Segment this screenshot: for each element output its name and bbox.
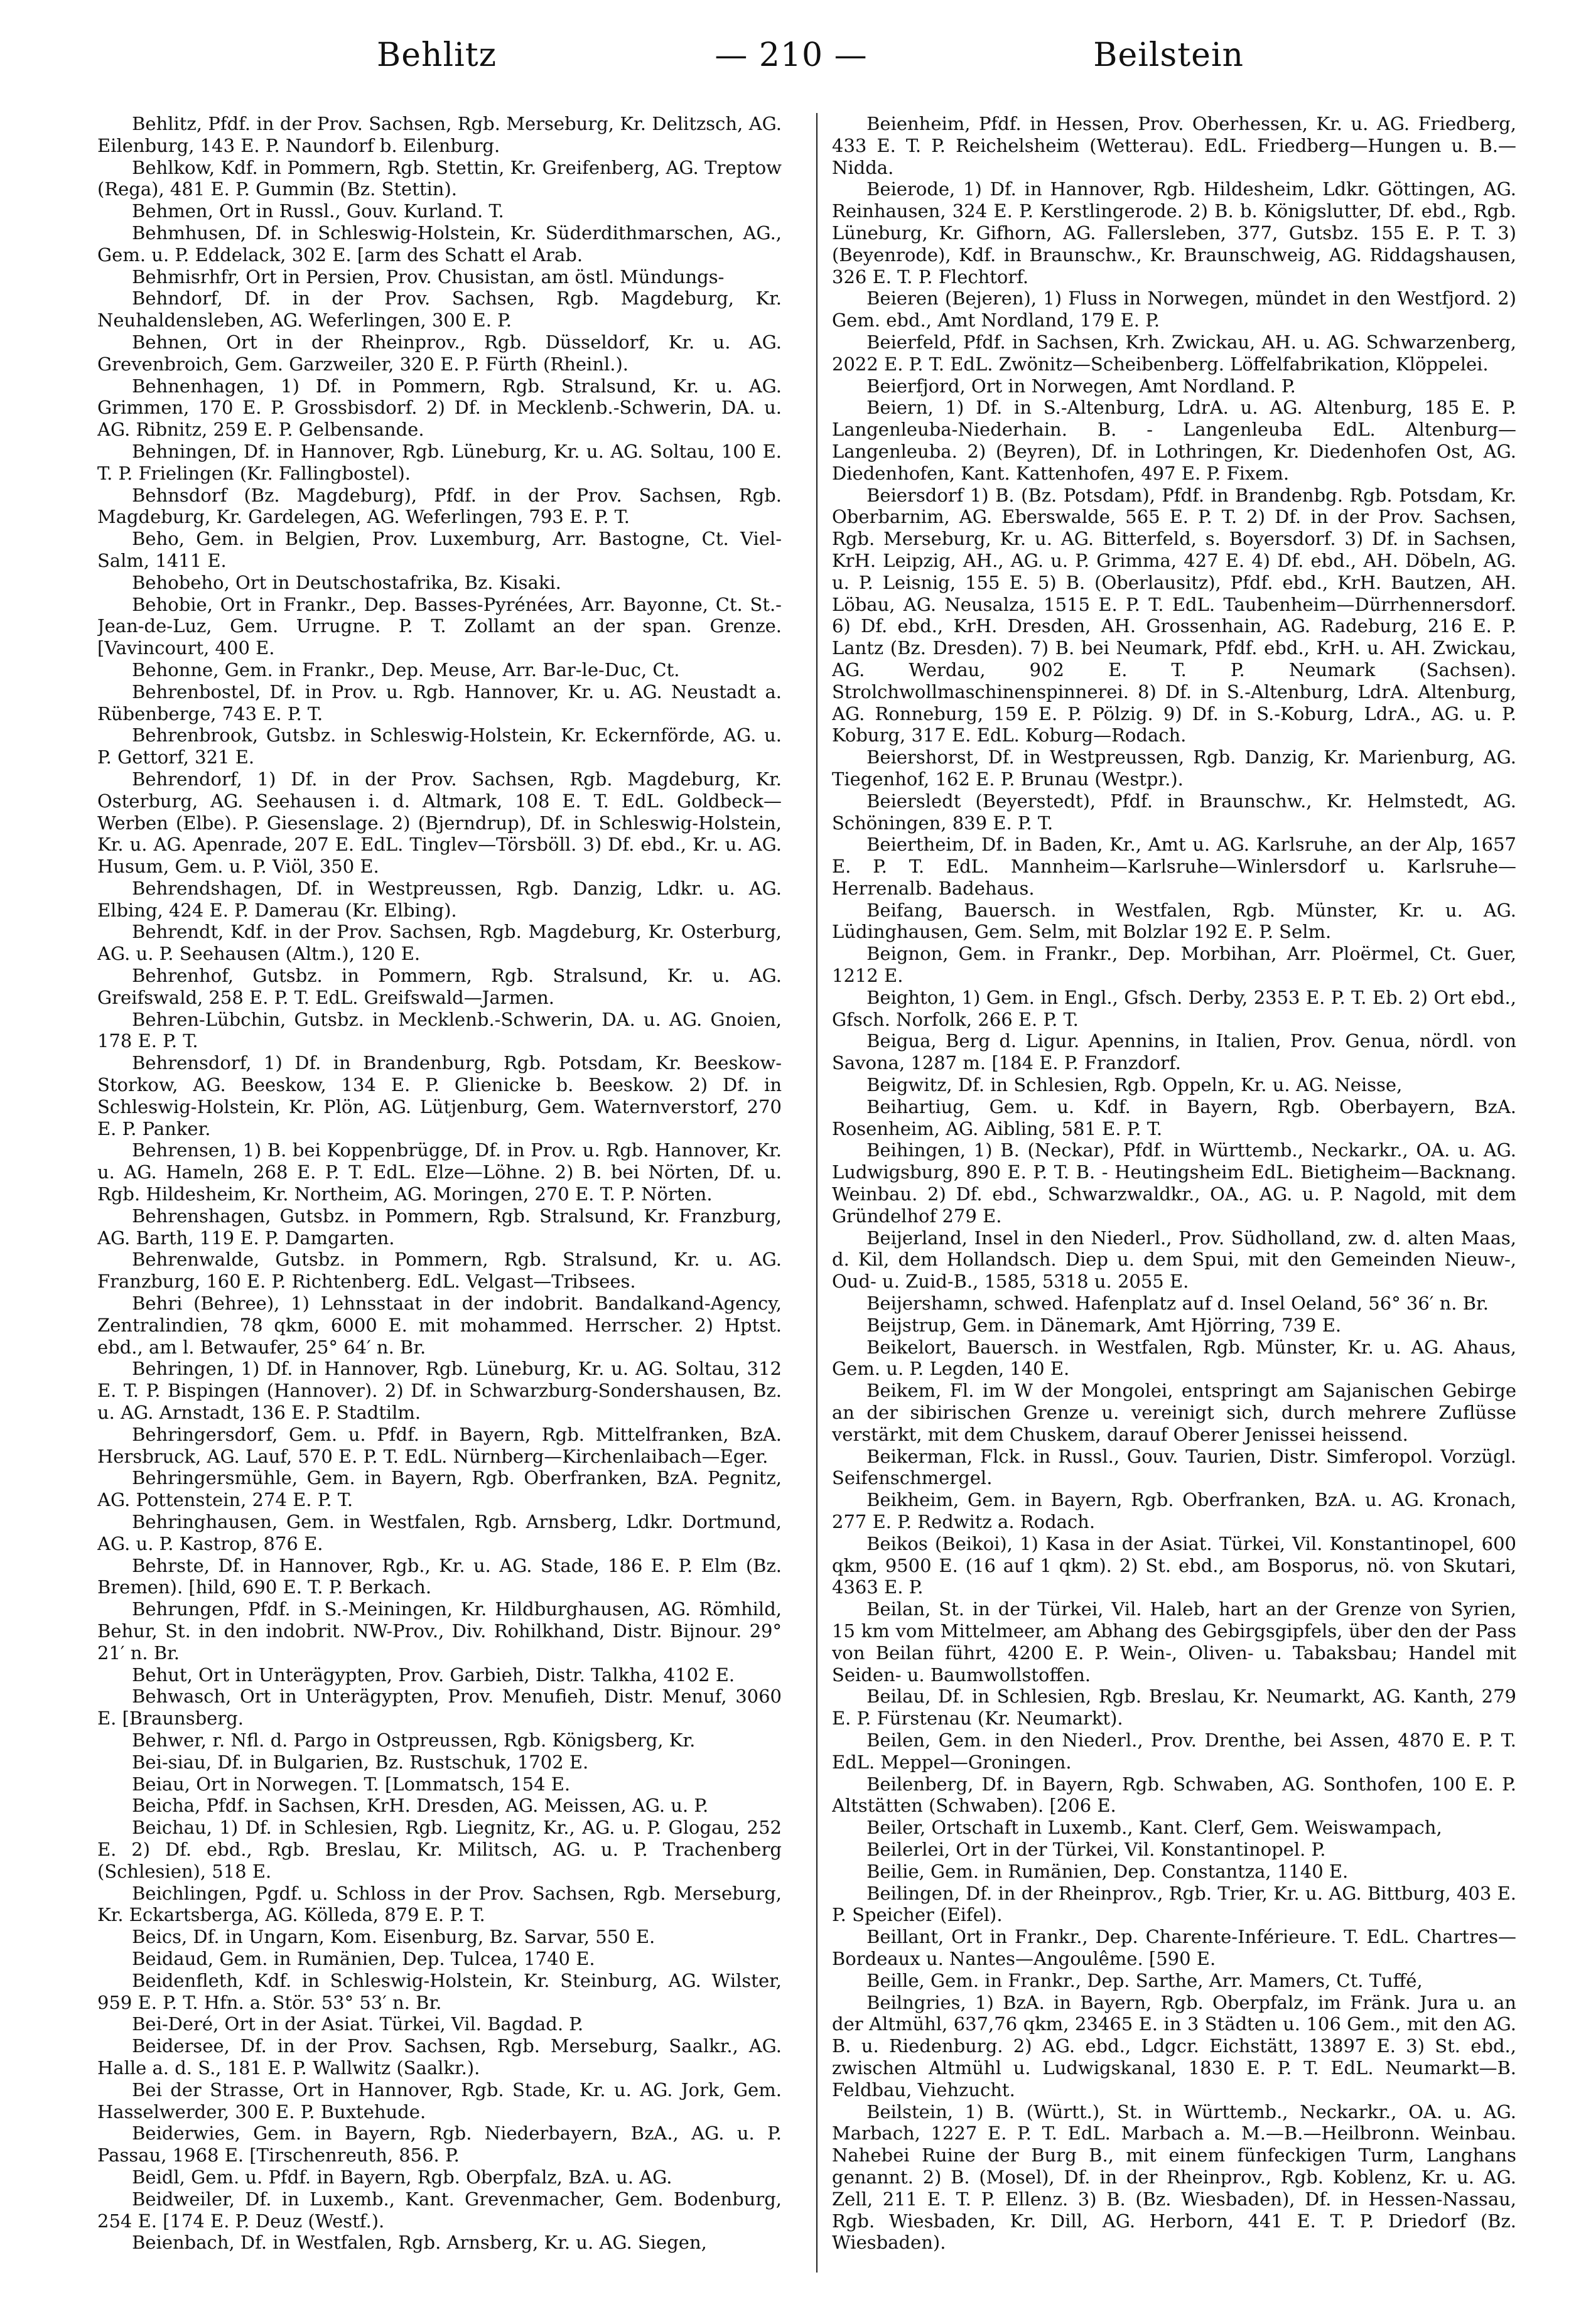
gazetteer-entry: Beilerlei, Ort in der Türkei, Vil. Konstantinopel. P. <box>866 1838 1326 1860</box>
gazetteer-entry: Behnenhagen, 1) Df. in Pommern, Rgb. Stralsund, Kr. u. AG. Grimmen, 170 E. P. Grossbisdorf. 2) Df. in Mecklenb.-Schwerin, DA. u. AG. Ribnitz, 259 E. P. Gelbensande. <box>97 375 782 441</box>
gazetteer-entry: Beijershamn, schwed. Hafenplatz auf d. Insel Oeland, 56° 36′ n. Br. <box>866 1293 1489 1315</box>
gazetteer-entry: Beicha, Pfdf. in Sachsen, KrH. Dresden, AG. Meissen, AG. u. P. <box>132 1795 709 1817</box>
gazetteer-entry: Beilie, Gem. in Rumänien, Dep. Constantza, 1140 E. <box>866 1860 1349 1882</box>
gazetteer-entry: Beignon, Gem. in Frankr., Dep. Morbihan, Arr. Ploërmel, Ct. Guer, 1212 E. <box>832 943 1516 987</box>
gazetteer-entry: Behnsdorf (Bz. Magdeburg), Pfdf. in der Prov. Sachsen, Rgb. Magdeburg, Kr. Gardelegen, AG. Weferlingen, 793 E. P. T. <box>97 484 782 528</box>
gazetteer-entry: Beilan, St. in der Türkei, Vil. Haleb, hart an der Grenze von Syrien, 15 km vom Mittelmeer, am Abhang des Gebirgsgipfels, über den der Pass von Beilan führt, 4200 E. P. Wein-, Oliven- u. Tabaksbau; Handel mit Seiden- u. Baumwollstoffen. <box>832 1598 1516 1686</box>
gazetteer-entry: Beiersledt (Beyerstedt), Pfdf. in Braunschw., Kr. Helmstedt, AG. Schöningen, 839 E. P. T. <box>832 790 1516 834</box>
gazetteer-entry: Beiershorst, Df. in Westpreussen, Rgb. Danzig, Kr. Marienburg, AG. Tiegenhof, 162 E. P. Brunau (Westpr.). <box>832 746 1516 790</box>
gazetteer-entry: Beillant, Ort in Frankr., Dep. Charente-Inférieure. T. EdL. Chartres—Bordeaux u. Nantes—Angoulême. [590 E. <box>832 1926 1516 1969</box>
gazetteer-entry: Behndorf, Df. in der Prov. Sachsen, Rgb. Magdeburg, Kr. Neuhaldensleben, AG. Weferlingen, 300 E. P. <box>97 288 782 331</box>
gazetteer-entry: Beilngries, 1) BzA. in Bayern, Rgb. Oberpfalz, im Fränk. Jura u. an der Altmühl, 637,76 qkm, 23465 E. in 3 Städten u. 106 Gem., mit den AG. B. u. Riedenburg. 2) AG. ebd., Ldgcr. Eichstätt, 13897 E. 3) St. ebd., zwischen Altmühl u. Ludwigskanal, 1830 E. P. T. EdL. Neumarkt—B. Feldbau, Viehzucht. <box>832 1991 1516 2101</box>
gazetteer-entry: Behmisrhfr, Ort in Persien, Prov. Chusistan, am östl. Mündungs- <box>132 266 725 288</box>
gazetteer-entry: Behrenshagen, Gutsbz. in Pommern, Rgb. Stralsund, Kr. Franzburg, AG. Barth, 119 E. P. Damgarten. <box>97 1205 782 1249</box>
page-number: — 210 — <box>715 36 868 74</box>
gazetteer-entry: Beienheim, Pfdf. in Hessen, Prov. Oberhessen, Kr. u. AG. Friedberg, 433 E. T. P. Reichelsheim (Wetterau). EdL. Friedberg—Hungen u. B.—Nidda. <box>832 113 1516 178</box>
gazetteer-entry: Beilstein, 1) B. (Württ.), St. in Württemb., Neckarkr., OA. u. AG. Marbach, 1227 E. P. T. EdL. Marbach a. M.—B.—Heilbronn. Weinbau. Nahebei Ruine der Burg B., mit einem fünfeckigen Turm, Langhans genannt. 2) B. (Mosel), Df. in der Rheinprov., Rgb. Koblenz, Kr. u. AG. Zell, 211 E. T. P. Ellenz. 3) B. (Bz. Wiesbaden), Df. in Hessen-Nassau, Rgb. Wiesbaden, Kr. Dill, AG. Herborn, 441 E. T. P. Driedorf (Bz. Wiesbaden). <box>832 2101 1516 2254</box>
gazetteer-entry: Beierfjord, Ort in Norwegen, Amt Nordland. P. <box>866 375 1296 397</box>
gazetteer-entry: Behnen, Ort in der Rheinprov., Rgb. Düsseldorf, Kr. u. AG. Grevenbroich, Gem. Garzweiler, 320 E. P. Fürth (Rheinl.). <box>97 331 782 375</box>
gazetteer-entry: Behrensen, 1) B. bei Koppenbrügge, Df. in Prov. u. Rgb. Hannover, Kr. u. AG. Hameln, 268 E. P. T. EdL. Elze—Löhne. 2) B. bei Nörten, Df. u. Rgb. Hildesheim, Kr. Northeim, AG. Moringen, 270 E. T. P. Nörten. <box>97 1139 782 1205</box>
gazetteer-entry: Behrendt, Kdf. in der Prov. Sachsen, Rgb. Magdeburg, Kr. Osterburg, AG. u. P. Seehausen (Altm.), 120 E. <box>97 921 782 965</box>
gazetteer-entry: Behringen, 1) Df. in Hannover, Rgb. Lüneburg, Kr. u. AG. Soltau, 312 E. T. P. Bispingen (Hannover). 2) Df. in Schwarzburg-Sondershausen, Bz. u. AG. Arnstadt, 136 E. P. Stadtilm. <box>97 1358 782 1424</box>
header-left-catchword: Behlitz <box>377 36 497 74</box>
gazetteer-entry: Behrenbostel, Df. in Prov. u. Rgb. Hannover, Kr. u. AG. Neustadt a. Rübenberge, 743 E. P. T. <box>97 681 782 724</box>
gazetteer-entry: Beijstrup, Gem. in Dänemark, Amt Hjörring, 739 E. <box>866 1314 1342 1336</box>
left-column <box>97 113 782 2304</box>
gazetteer-entry: Behringhausen, Gem. in Westfalen, Rgb. Arnsberg, Ldkr. Dortmund, AG. u. P. Kastrop, 876 E. <box>97 1511 782 1554</box>
gazetteer-entry: Beikheim, Gem. in Bayern, Rgb. Oberfranken, BzA. u. AG. Kronach, 277 E. P. Redwitz a. Rodach. <box>832 1489 1516 1532</box>
gazetteer-entry: Bei-siau, Df. in Bulgarien, Bz. Rustschuk, 1702 E. <box>132 1751 589 1773</box>
gazetteer-entry: Beidaud, Gem. in Rumänien, Dep. Tulcea, 1740 E. <box>132 1947 595 1969</box>
gazetteer-entry: Beierfeld, Pfdf. in Sachsen, Krh. Zwickau, AH. u. AG. Schwarzenberg, 2022 E. P. T. EdL. Zwönitz—Scheibenberg. Löffelfabrikation, Klöppelei. <box>832 331 1516 375</box>
gazetteer-entry: Behrendshagen, Df. in Westpreussen, Rgb. Danzig, Ldkr. u. AG. Elbing, 424 E. P. Damerau (Kr. Elbing). <box>97 877 782 921</box>
gazetteer-entry: Behlitz, Pfdf. in der Prov. Sachsen, Rgb. Merseburg, Kr. Delitzsch, AG. Eilenburg, 143 E. P. Naundorf b. Eilenburg. <box>97 113 782 156</box>
gazetteer-entry: Beikelort, Bauersch. in Westfalen, Rgb. Münster, Kr. u. AG. Ahaus, Gem. u. P. Legden, 140 E. <box>832 1336 1516 1380</box>
gazetteer-entry: Behmen, Ort in Russl., Gouv. Kurland. T. <box>132 200 504 222</box>
gazetteer-entry: Behut, Ort in Unterägypten, Prov. Garbieh, Distr. Talkha, 4102 E. <box>132 1664 735 1686</box>
gazetteer-entry: Beiersdorf 1) B. (Bz. Potsdam), Pfdf. in Brandenbg. Rgb. Potsdam, Kr. Oberbarnim, AG. Eberswalde, 565 E. P. T. 2) Df. in der Prov. Sachsen, Rgb. Merseburg, Kr. u. AG. Bitterfeld, s. Boyersdorf. 3) Df. in Sachsen, KrH. Leipzig, AH., AG. u. P. Grimma, 427 E. 4) Df. ebd., AH. Döbeln, AG. u. P. Leisnig, 155 E. 5) B. (Oberlausitz), Pfdf. ebd., KrH. Bautzen, AH. Löbau, AG. Neusalza, 1515 E. P. T. EdL. Taubenheim—Dürrhennersdorf. 6) Df. ebd., KrH. Dresden, AH. Grossenhain, AG. Radeburg, 216 E. P. Lantz (Bz. Dresden). 7) B. bei Neumark, Pfdf. ebd., KrH. u. AH. Zwickau, AG. Werdau, 902 E. T. P. Neumark (Sachsen). Strolchwollmaschinenspinnerei. 8) Df. in S.-Altenburg, LdrA. Altenburg, AG. Ronneburg, 159 E. P. Pölzig. 9) Df. in S.-Koburg, LdrA., AG. u. P. Koburg, 317 E. EdL. Koburg—Rodach. <box>832 484 1516 746</box>
gazetteer-entry: Behren-Lübchin, Gutsbz. in Mecklenb.-Schwerin, DA. u. AG. Gnoien, 178 E. P. T. <box>97 1008 782 1052</box>
gazetteer-entry: Beihartiug, Gem. u. Kdf. in Bayern, Rgb. Oberbayern, BzA. Rosenheim, AG. Aibling, 581 E. P. T. <box>832 1095 1516 1139</box>
right-column <box>832 113 1516 2304</box>
header-right-catchword: Beilstein <box>1093 36 1244 74</box>
gazetteer-entry: Behningen, Df. in Hannover, Rgb. Lüneburg, Kr. u. AG. Soltau, 100 E. T. P. Frielingen (Kr. Fallingbostel). <box>97 440 782 484</box>
gazetteer-entry: Beienbach, Df. in Westfalen, Rgb. Arnsberg, Kr. u. AG. Siegen, <box>132 2232 707 2254</box>
gazetteer-entry: Beigwitz, Df. in Schlesien, Rgb. Oppeln, Kr. u. AG. Neisse, <box>866 1074 1403 1096</box>
gazetteer-entry: Beilen, Gem. in den Niederl., Prov. Drenthe, bei Assen, 4870 E. P. T. EdL. Meppel—Groningen. <box>832 1729 1516 1773</box>
gazetteer-entry: Behrste, Df. in Hannover, Rgb., Kr. u. AG. Stade, 186 E. P. Elm (Bz. Bremen). [hild, 690 E. T. P. Berkach. <box>97 1554 782 1598</box>
gazetteer-entry: Behringersmühle, Gem. in Bayern, Rgb. Oberfranken, BzA. Pegnitz, AG. Pottenstein, 274 E. P. T. <box>97 1467 782 1511</box>
gazetteer-entry: Beics, Df. in Ungarn, Kom. Eisenburg, Bz. Sarvar, 550 E. <box>132 1926 655 1948</box>
gazetteer-entry: Beho, Gem. in Belgien, Prov. Luxemburg, Arr. Bastogne, Ct. Viel-Salm, 1411 E. <box>97 528 782 571</box>
gazetteer-entry: Behrensdorf, 1) Df. in Brandenburg, Rgb. Potsdam, Kr. Beeskow-Storkow, AG. Beeskow, 134 E. P. Glienicke b. Beeskow. 2) Df. in Schleswig-Holstein, Kr. Plön, AG. Lütjenburg, Gem. Waternverstorf, 270 E. P. Panker. <box>97 1052 782 1139</box>
gazetteer-entry: Behrenhof, Gutsbz. in Pommern, Rgb. Stralsund, Kr. u. AG. Greifswald, 258 E. P. T. EdL. Greifswald—Jarmen. <box>97 965 782 1008</box>
gazetteer-entry: Beidersee, Df. in der Prov. Sachsen, Rgb. Merseburg, Saalkr., AG. Halle a. d. S., 181 E. P. Wallwitz (Saalkr.). <box>97 2035 782 2079</box>
gazetteer-entry: Beichlingen, Pgdf. u. Schloss in der Prov. Sachsen, Rgb. Merseburg, Kr. Eckartsberga, AG. Kölleda, 879 E. P. T. <box>97 1882 782 1926</box>
gazetteer-entry: Beikerman, Flck. in Russl., Gouv. Taurien, Distr. Simferopol. Vorzügl. Seifenschmergel. <box>832 1445 1516 1489</box>
gazetteer-entry: Behri (Behree), 1) Lehnsstaat in der indobrit. Bandalkand-Agency, Zentralindien, 78 qkm, 6000 E. mit mohammed. Herrscher. 2) Hptst. ebd., am l. Betwaufer, 25° 64′ n. Br. <box>97 1293 782 1358</box>
gazetteer-entry: Beiertheim, Df. in Baden, Kr., Amt u. AG. Karlsruhe, an der Alp, 1657 E. P. T. EdL. Mannheim—Karlsruhe—Winlersdorf u. Karlsruhe—Herrenalb. Badehaus. <box>832 834 1516 899</box>
gazetteer-entry: Beiderwies, Gem. in Bayern, Rgb. Niederbayern, BzA., AG. u. P. Passau, 1968 E. [Tirschenreuth, 856. P. <box>97 2122 782 2166</box>
gazetteer-entry: Beilingen, Df. in der Rheinprov., Rgb. Trier, Kr. u. AG. Bittburg, 403 E. P. Speicher (Eifel). <box>832 1882 1516 1926</box>
gazetteer-entry: Beigua, Berg d. Ligur. Apennins, in Italien, Prov. Genua, nördl. von Savona, 1287 m. [184 E. P. Franzdorf. <box>832 1030 1516 1074</box>
gazetteer-entry: Behonne, Gem. in Frankr., Dep. Meuse, Arr. Bar-le-Duc, Ct. <box>132 659 680 681</box>
gazetteer-entry: Behrenbrook, Gutsbz. in Schleswig-Holstein, Kr. Eckernförde, AG. u. P. Gettorf, 321 E. <box>97 724 782 768</box>
column-divider <box>816 113 817 2273</box>
gazetteer-entry: Beiern, 1) Df. in S.-Altenburg, LdrA. u. AG. Altenburg, 185 E. P. Langenleuba-Niederhain. B. - Langenleuba EdL. Altenburg—Langenleuba. 2) (Beyren), Df. in Lothringen, Kr. Diedenhofen Ost, AG. Diedenhofen, Kant. Kattenhofen, 497 E. P. Fixem. <box>832 397 1516 484</box>
gazetteer-entry: Beieren (Bejeren), 1) Fluss in Norwegen, mündet in den Westfjord. 2) Gem. ebd., Amt Nordland, 179 E. P. <box>832 288 1516 331</box>
gazetteer-entry: Behwasch, Ort in Unterägypten, Prov. Menufieh, Distr. Menuf, 3060 E. [Braunsberg. <box>97 1686 782 1730</box>
gazetteer-entry: Beifang, Bauersch. in Westfalen, Rgb. Münster, Kr. u. AG. Lüdinghausen, Gem. Selm, mit Bolzlar 192 E. P. Selm. <box>832 899 1516 943</box>
gazetteer-entry: Beiau, Ort in Norwegen. T. [Lommatsch, 154 E. <box>132 1773 571 1795</box>
gazetteer-entry: Behrenwalde, Gutsbz. in Pommern, Rgb. Stralsund, Kr. u. AG. Franzburg, 160 E. P. Richtenberg. EdL. Velgast—Tribsees. <box>97 1249 782 1293</box>
gazetteer-entry: Beighton, 1) Gem. in Engl., Gfsch. Derby, 2353 E. P. T. Eb. 2) Ort ebd., Gfsch. Norfolk, 266 E. P. T. <box>832 986 1516 1030</box>
gazetteer-entry: Behobeho, Ort in Deutschostafrika, Bz. Kisaki. <box>132 571 561 593</box>
gazetteer-entry: Bei-Deré, Ort in der Asiat. Türkei, Vil. Bagdad. P. <box>132 2013 584 2035</box>
gazetteer-entry: Beille, Gem. in Frankr., Dep. Sarthe, Arr. Mamers, Ct. Tuffé, <box>866 1969 1423 1991</box>
gazetteer-entry: Beikos (Beikoi), 1) Kasa in der Asiat. Türkei, Vil. Konstantinopel, 600 qkm, 9500 E. (16 auf 1 qkm). 2) St. ebd., am Bosporus, nö. von Skutari, 4363 E. P. <box>832 1532 1516 1598</box>
gazetteer-entry: Beidenfleth, Kdf. in Schleswig-Holstein, Kr. Steinburg, AG. Wilster, 959 E. P. T. Hfn. a. Stör. 53° 53′ n. Br. <box>97 1969 782 2013</box>
gazetteer-entry: Behringersdorf, Gem. u. Pfdf. in Bayern, Rgb. Mittelfranken, BzA. Hersbruck, AG. Lauf, 570 E. P. T. EdL. Nürnberg—Kirchenlaibach—Eger. <box>97 1423 782 1467</box>
gazetteer-entry: Beidl, Gem. u. Pfdf. in Bayern, Rgb. Oberpfalz, BzA. u. AG. <box>132 2166 672 2188</box>
gazetteer-entry: Behrungen, Pfdf. in S.-Meiningen, Kr. Hildburghausen, AG. Römhild, Behur, St. in den indobrit. NW-Prov., Div. Rohilkhand, Distr. Bijnour. 29° 21′ n. Br. <box>97 1598 782 1664</box>
gazetteer-entry: Beilenberg, Df. in Bayern, Rgb. Schwaben, AG. Sonthofen, 100 E. P. Altstätten (Schwaben). [206 E. <box>832 1773 1516 1817</box>
gazetteer-entry: Bei der Strasse, Ort in Hannover, Rgb. Stade, Kr. u. AG. Jork, Gem. Hasselwerder, 300 E. P. Buxtehude. <box>97 2079 782 2122</box>
gazetteer-entry: Behlkow, Kdf. in Pommern, Rgb. Stettin, Kr. Greifenberg, AG. Treptow (Rega), 481 E. P. Gummin (Bz. Stettin). <box>97 156 782 200</box>
gazetteer-entry: Beijerland, Insel in den Niederl., Prov. Südholland, zw. d. alten Maas, d. Kil, dem Hollandsch. Diep u. dem Spui, mit den Gemeinden Nieuw-, Oud- u. Zuid-B., 1585, 5318 u. 2055 E. <box>832 1227 1516 1293</box>
gazetteer-entry: Beilau, Df. in Schlesien, Rgb. Breslau, Kr. Neumarkt, AG. Kanth, 279 E. P. Fürstenau (Kr. Neumarkt). <box>832 1686 1516 1730</box>
gazetteer-entry: Beierode, 1) Df. in Hannover, Rgb. Hildesheim, Ldkr. Göttingen, AG. Reinhausen, 324 E. P. Kerstlingerode. 2) B. b. Königslutter, Df. ebd., Rgb. Lüneburg, Kr. Gifhorn, AG. Fallersleben, 377, Gutsbz. 155 E. P. T. 3) (Beyenrode), Kdf. in Braunschw., Kr. Braunschweig, AG. Riddagshausen, 326 E. T. P. Flechtorf. <box>832 178 1516 288</box>
gazetteer-entry: Beiler, Ortschaft in Luxemb., Kant. Clerf, Gem. Weiswampach, <box>866 1817 1442 1839</box>
gazetteer-entry: Behmhusen, Df. in Schleswig-Holstein, Kr. Süderdithmarschen, AG., Gem. u. P. Eddelack, 302 E. [arm des Schatt el Arab. <box>97 222 782 266</box>
gazetteer-entry: Beidweiler, Df. in Luxemb., Kant. Grevenmacher, Gem. Bodenburg, 254 E. [174 E. P. Deuz (Westf.). <box>97 2188 782 2232</box>
gazetteer-entry: Beichau, 1) Df. in Schlesien, Rgb. Liegnitz, Kr., AG. u. P. Glogau, 252 E. 2) Df. ebd., Rgb. Breslau, Kr. Militsch, AG. u. P. Trachenberg (Schlesien), 518 E. <box>97 1817 782 1882</box>
gazetteer-entry: Beihingen, 1) B. (Neckar), Pfdf. in Württemb., Neckarkr., OA. u. AG. Ludwigsburg, 890 E. P. T. B. - Heutingsheim EdL. Bietigheim—Backnang. Weinbau. 2) Df. ebd., Schwarzwaldkr., OA., AG. u. P. Nagold, mit dem Gründelhof 279 E. <box>832 1139 1516 1227</box>
gazetteer-entry: Behwer, r. Nfl. d. Pargo in Ostpreussen, Rgb. Königsberg, Kr. <box>132 1729 696 1751</box>
gazetteer-entry: Behobie, Ort in Frankr., Dep. Basses-Pyrénées, Arr. Bayonne, Ct. St.-Jean-de-Luz, Gem. Urrugne. P. T. Zollamt an der span. Grenze. [Vavincourt, 400 E. <box>97 593 782 659</box>
gazetteer-entry: Beikem, Fl. im W der Mongolei, entspringt am Sajanischen Gebirge an der sibirischen Grenze u. vereinigt sich, durch mehrere Zuflüsse verstärkt, mit dem Chuskem, darauf Oberer Jenissei heissend. <box>832 1380 1516 1445</box>
gazetteer-entry: Behrendorf, 1) Df. in der Prov. Sachsen, Rgb. Magdeburg, Kr. Osterburg, AG. Seehausen i. d. Altmark, 108 E. T. EdL. Goldbeck—Werben (Elbe). P. Giesenslage. 2) (Bjerndrup), Df. in Schleswig-Holstein, Kr. u. AG. Apenrade, 207 E. EdL. Tinglev—Törsböll. 3) Df. ebd., Kr. u. AG. Husum, Gem. u. P. Viöl, 350 E. <box>97 768 782 878</box>
